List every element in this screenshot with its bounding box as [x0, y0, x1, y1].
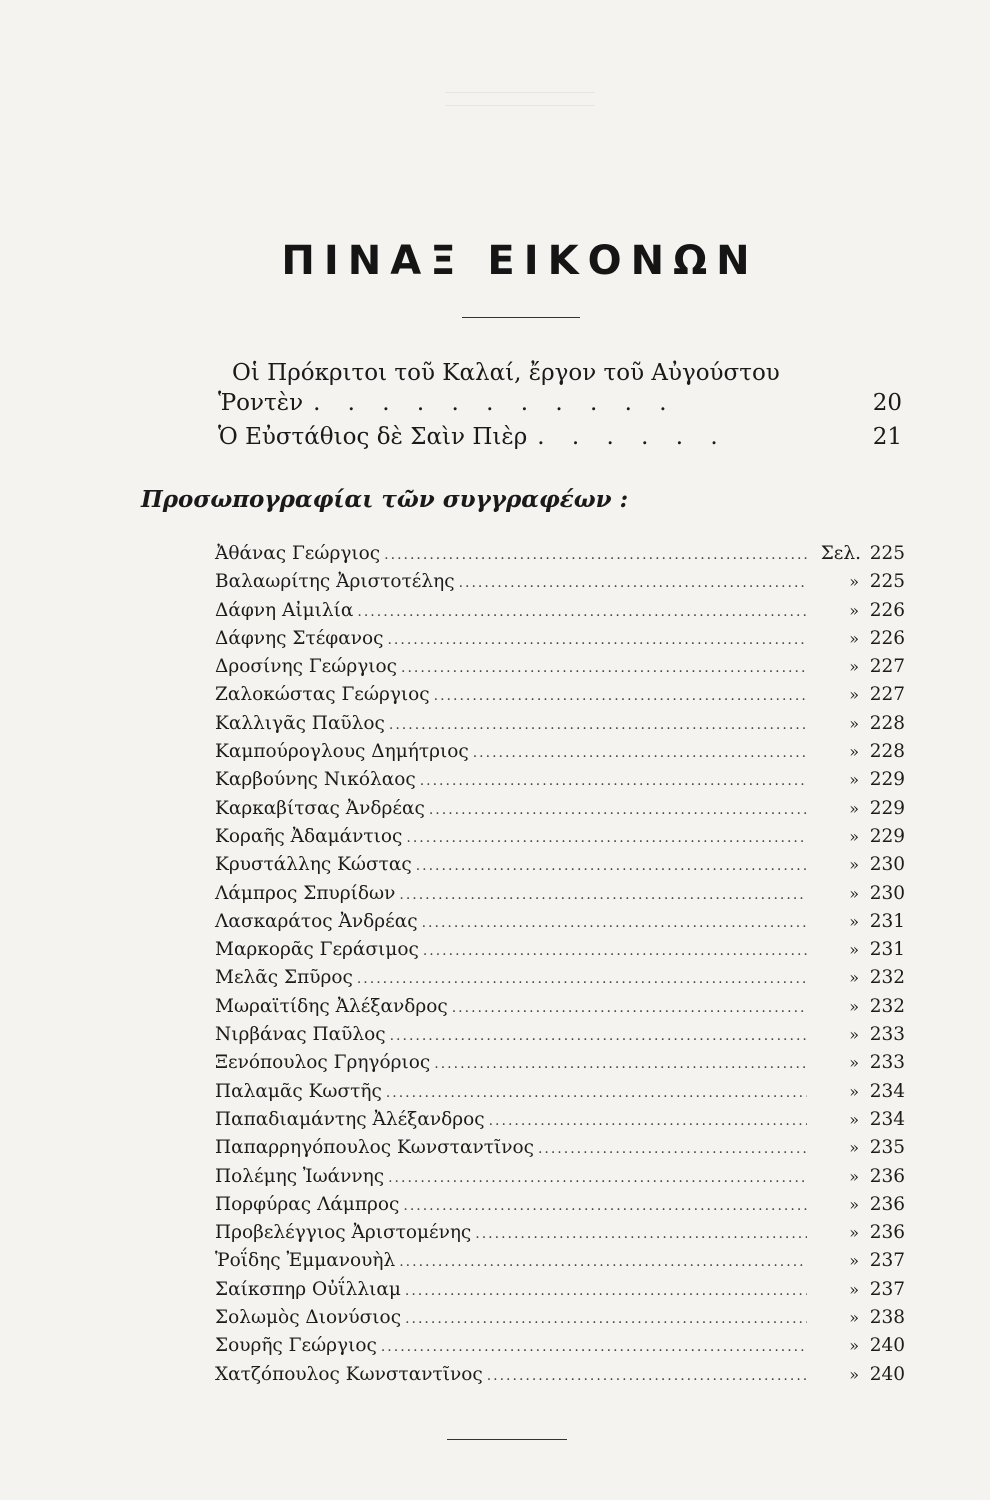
index-entry: [215, 996, 905, 1024]
entry-page-number: 235: [869, 1137, 905, 1159]
index-entry: [215, 600, 905, 628]
entry-author-name: Παπαδιαμάντης Ἀλέξανδρος: [215, 1108, 485, 1130]
entry-page-number: 237: [869, 1250, 905, 1272]
entry-page-number: 237: [869, 1278, 905, 1300]
entry-dot-leader: [353, 971, 807, 987]
entry-page-ref-mark: »: [849, 1025, 859, 1045]
entry-author-name: Καρκαβίτσας Ἀνδρέας: [215, 797, 425, 819]
entry-page-number: 225: [869, 571, 905, 593]
index-entry: [215, 769, 905, 797]
entry-dot-leader: [485, 1113, 807, 1129]
entry-dot-leader: [425, 802, 807, 818]
illustration-entry-1-leader: . . . . . . . . . . .: [313, 390, 677, 416]
index-entry: [215, 656, 905, 684]
title-divider: [462, 317, 580, 318]
entry-page-number: 230: [869, 854, 905, 876]
bottom-divider: [447, 1439, 567, 1440]
entry-page-ref-mark: »: [849, 1081, 859, 1101]
entry-dot-leader: [483, 1368, 807, 1384]
illustration-entry-1-page: 20: [872, 390, 902, 416]
entry-page-ref-mark: »: [849, 1364, 859, 1384]
entry-author-name: Μαρκορᾶς Γεράσιμος: [215, 939, 419, 961]
entry-page-ref-mark: »: [849, 657, 859, 677]
index-entry: [215, 741, 905, 769]
index-entry: [215, 571, 905, 599]
entry-page-number: 231: [869, 910, 905, 932]
index-entry: [215, 628, 905, 656]
entry-dot-leader: [383, 632, 807, 648]
entry-page-ref-mark: »: [849, 1251, 859, 1271]
entry-page-number: 233: [869, 1024, 905, 1046]
entry-author-name: Δροσίνης Γεώργιος: [215, 656, 398, 678]
illustration-entry-1-line-2: [218, 390, 902, 416]
entry-author-name: Σουρῆς Γεώργιος: [215, 1335, 377, 1357]
index-entry: [215, 1137, 905, 1165]
entry-page-ref-mark: »: [849, 742, 859, 762]
index-entry: [215, 1166, 905, 1194]
portraits-heading: Προσωπογραφίαι τῶν συγγραφέων :: [141, 486, 629, 513]
entry-dot-leader: [416, 773, 807, 789]
entry-author-name: Προβελέγγιος Ἀριστομένης: [215, 1222, 472, 1244]
entry-dot-leader: [353, 604, 807, 620]
entry-dot-leader: [430, 688, 807, 704]
index-entry: [215, 826, 905, 854]
entry-author-name: Καλλιγᾶς Παῦλος: [215, 712, 385, 734]
entry-dot-leader: [382, 1085, 807, 1101]
entry-dot-leader: [469, 745, 807, 761]
entry-page-number: 234: [869, 1108, 905, 1130]
index-entry: [215, 1335, 905, 1363]
entry-author-name: Πορφύρας Λάμπρος: [215, 1193, 400, 1215]
index-entry: [215, 543, 905, 571]
entry-dot-leader: [395, 1254, 807, 1270]
entry-page-number: 234: [869, 1080, 905, 1102]
illustration-entry-2-leader: . . . . . .: [537, 424, 728, 450]
entry-dot-leader: [399, 1198, 807, 1214]
entry-dot-leader: [418, 915, 807, 931]
entry-page-ref-mark: »: [849, 940, 859, 960]
entry-page-number: 236: [869, 1165, 905, 1187]
entry-author-name: Δάφνη Αἰμιλία: [215, 599, 354, 621]
entry-author-name: Καμπούρογλους Δημήτριος: [215, 741, 469, 763]
index-entry: [215, 684, 905, 712]
entry-dot-leader: [380, 547, 809, 563]
entry-page-number: 232: [869, 967, 905, 989]
entry-author-name: Νιρβάνας Παῦλος: [215, 1024, 386, 1046]
entry-author-name: Παπαρρηγόπουλος Κωνσταντῖνος: [215, 1137, 534, 1159]
illustration-entry-1-line-1: Οἱ Πρόκριτοι τοῦ Καλαί, ἔργον τοῦ Αὐγούστου: [232, 360, 780, 386]
entry-author-name: Μωραϊτίδης Ἀλέξανδρος: [215, 995, 448, 1017]
entry-dot-leader: [401, 1311, 807, 1327]
entry-author-name: Ῥοΐδης Ἐμμανουὴλ: [215, 1250, 396, 1272]
entry-page-number: 230: [869, 882, 905, 904]
page-title: ΠΙΝΑΞ ΕΙΚΟΝΩΝ: [281, 238, 759, 284]
entry-page-ref-mark: »: [849, 855, 859, 875]
entry-author-name: Κρυστάλλης Κώστας: [215, 854, 412, 876]
entry-author-name: Ζαλοκώστας Γεώργιος: [215, 684, 430, 706]
entry-author-name: Ἀθάνας Γεώργιος: [215, 543, 381, 564]
entry-author-name: Βαλαωρίτης Ἀριστοτέλης: [215, 571, 455, 593]
entry-page-ref-mark: Σελ.: [820, 543, 861, 564]
index-entry: [215, 798, 905, 826]
entry-author-name: Μελᾶς Σπῦρος: [215, 967, 353, 989]
index-entry: [215, 883, 905, 911]
entry-author-name: Κοραῆς Ἀδαμάντιος: [215, 825, 403, 847]
index-entry: [215, 1364, 905, 1392]
entry-dot-leader: [377, 1339, 807, 1355]
entry-author-name: Πολέμης Ἰωάννης: [215, 1165, 385, 1187]
entry-dot-leader: [395, 887, 807, 903]
entry-page-number: 228: [869, 741, 905, 763]
entry-page-ref-mark: »: [849, 1138, 859, 1158]
entry-page-number: 240: [869, 1335, 905, 1357]
entry-page-ref-mark: »: [849, 911, 859, 931]
entry-page-number: 226: [869, 599, 905, 621]
entry-page-ref-mark: »: [849, 826, 859, 846]
index-entry: [215, 939, 905, 967]
illustration-entry-2-page: 21: [872, 424, 902, 450]
entry-author-name: Σαίκσπηρ Οὐΐλλιαμ: [215, 1278, 401, 1300]
entry-page-ref-mark: »: [849, 685, 859, 705]
entry-dot-leader: [384, 1170, 807, 1186]
entry-page-ref-mark: »: [849, 1336, 859, 1356]
entry-page-ref-mark: »: [849, 883, 859, 903]
index-entry: [215, 1081, 905, 1109]
page-number-bleed-through: [445, 92, 595, 106]
entry-dot-leader: [430, 1056, 807, 1072]
entry-page-ref-mark: »: [849, 1053, 859, 1073]
illustration-entry-1-continuation: Ῥοντὲν: [218, 390, 304, 416]
entry-dot-leader: [386, 1028, 807, 1044]
illustration-entry-2-title: Ὁ Εὐστάθιος δὲ Σαὶν Πιὲρ: [218, 424, 528, 450]
entry-page-ref-mark: »: [849, 600, 859, 620]
entry-page-number: 226: [869, 627, 905, 649]
entry-dot-leader: [419, 943, 807, 959]
entry-page-ref-mark: »: [849, 1109, 859, 1129]
entry-page-number: 231: [869, 939, 905, 961]
entry-author-name: Χατζόπουλος Κωνσταντῖνος: [215, 1363, 483, 1385]
entry-page-number: 229: [869, 825, 905, 847]
entry-page-ref-mark: »: [849, 996, 859, 1016]
index-entry: [215, 1307, 905, 1335]
portrait-index-list: [215, 543, 905, 1392]
index-entry: [215, 967, 905, 995]
entry-dot-leader: [401, 1283, 807, 1299]
index-entry: [215, 1052, 905, 1080]
entry-author-name: Λάμπρος Σπυρίδων: [215, 882, 396, 904]
entry-page-ref-mark: »: [849, 968, 859, 988]
entry-author-name: Λασκαράτος Ἀνδρέας: [215, 910, 418, 932]
entry-dot-leader: [402, 830, 807, 846]
index-entry: [215, 1109, 905, 1137]
entry-author-name: Ξενόπουλος Γρηγόριος: [215, 1052, 431, 1074]
entry-page-number: 225: [869, 543, 905, 564]
index-entry: [215, 713, 905, 741]
entry-page-ref-mark: »: [849, 798, 859, 818]
entry-page-number: 227: [869, 656, 905, 678]
index-entry: [215, 1279, 905, 1307]
entry-page-ref-mark: »: [849, 1308, 859, 1328]
entry-page-number: 236: [869, 1193, 905, 1215]
entry-page-number: 227: [869, 684, 905, 706]
index-entry: [215, 1222, 905, 1250]
entry-author-name: Σολωμὸς Διονύσιος: [215, 1307, 402, 1329]
entry-page-ref-mark: »: [849, 1279, 859, 1299]
entry-page-ref-mark: »: [849, 1194, 859, 1214]
index-entry: [215, 911, 905, 939]
entry-page-ref-mark: »: [849, 572, 859, 592]
entry-page-ref-mark: »: [849, 1166, 859, 1186]
entry-author-name: Δάφνης Στέφανος: [215, 627, 384, 649]
entry-dot-leader: [455, 575, 807, 591]
entry-page-number: 232: [869, 995, 905, 1017]
entry-dot-leader: [412, 858, 807, 874]
entry-dot-leader: [397, 660, 807, 676]
entry-page-number: 228: [869, 712, 905, 734]
entry-dot-leader: [471, 1226, 807, 1242]
entry-page-number: 240: [869, 1363, 905, 1385]
index-entry: [215, 1250, 905, 1278]
index-entry: [215, 1024, 905, 1052]
entry-page-ref-mark: »: [849, 770, 859, 790]
entry-page-number: 236: [869, 1222, 905, 1244]
entry-page-number: 238: [869, 1307, 905, 1329]
index-entry: [215, 854, 905, 882]
entry-page-ref-mark: »: [849, 628, 859, 648]
entry-page-number: 229: [869, 769, 905, 791]
entry-page-number: 229: [869, 797, 905, 819]
illustration-entry-2: [218, 424, 902, 450]
index-entry: [215, 1194, 905, 1222]
entry-dot-leader: [448, 1000, 807, 1016]
entry-dot-leader: [534, 1141, 807, 1157]
entry-page-number: 233: [869, 1052, 905, 1074]
entry-page-ref-mark: »: [849, 1223, 859, 1243]
entry-author-name: Παλαμᾶς Κωστῆς: [215, 1080, 382, 1102]
entry-dot-leader: [385, 717, 807, 733]
entry-page-ref-mark: »: [849, 713, 859, 733]
entry-author-name: Καρβούνης Νικόλαος: [215, 769, 416, 791]
